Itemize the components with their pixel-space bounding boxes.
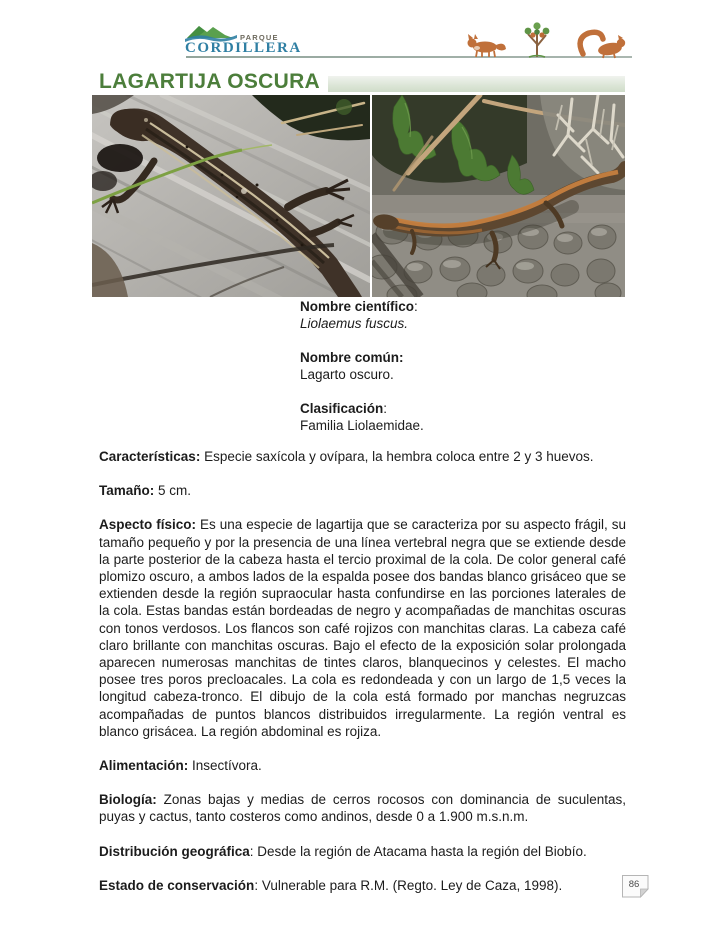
- classification-value: Familia Liolaemidae.: [300, 418, 424, 433]
- section-distribucion-geografica: Distribución geográfica: Desde la región de Atacama hasta la región del Biobío.: [99, 843, 587, 859]
- section-estado-conservacion: Estado de conservación: Vulnerable para R.M. (Regto. Ley de Caza, 1998).: [99, 877, 563, 893]
- logo-parque-text: PARQUE: [240, 33, 279, 42]
- section-alimentacion: Alimentación: Insectívora.: [99, 758, 262, 774]
- page-title: LAGARTIJA OSCURA: [99, 70, 321, 93]
- parque-cordillera-logo: [185, 20, 315, 58]
- section-caracteristicas: Características: Especie saxícola y ovípara, la hembra coloca entre 2 y 3 huevos.: [99, 449, 594, 464]
- section-biologia: Biología: Zonas bajas y medias de cerros rocosos con dominancia de suculentas, puyas y cactus, tanto costeros como andinos, desde 0 a 1.900 m.s.n.m.: [99, 792, 626, 825]
- section-aspecto-fisico: Aspecto físico: Es una especie de lagartija que se caracteriza por su aspecto frágil, su tamaño pequeño y por la presencia de una línea vertebral negra que se extiende desde la parte posterior de la cabeza hasta el tercio proximal de la cola. De color general café plomizo oscuro, a ambos lados de la espalda posee dos bandas blanco grisáceo que se extienden desde la región supraocular hasta confundirse en las porciones laterales de la cola. Estas bandas están bordeadas de negro y acompañadas de manchitas oscuras con tonos verdosos. Los flancos son café rojizos con manchitas claras. La cabeza café claro brillante con manchitas oscuras. Bajo el efecto de la exposición solar prolongada aparecen numerosas manchitas de tintes claros, blanquecinos y celestes. El macho posee tres poros precloacales. La cola es redondeada y con un largo de 1,5 veces la longitud cabeza-tronco. El dibujo de la cola está formado por manchas negruzcas acompañadas de puntos blancos distribuidos irregularmente. La región ventral es blanco grisácea. La región abdominal es rojiza.: [99, 517, 626, 739]
- description-sections: [99, 448, 626, 911]
- tree-icon: [525, 22, 550, 57]
- scientific-name-item: [300, 298, 610, 332]
- classification-label: Clasificación:: [300, 401, 388, 416]
- page-number-badge: [621, 874, 650, 899]
- lizard-photo-right: [372, 95, 625, 297]
- scientific-name-value: Liolaemus fuscus.: [300, 316, 409, 331]
- title-row: [99, 71, 625, 93]
- squirrel-icon: [580, 32, 625, 58]
- scientific-name-label: Nombre científico:: [300, 299, 418, 314]
- logo-cordillera-text: CORDILLERA: [185, 40, 302, 56]
- page-number-text: 86: [628, 879, 640, 890]
- title-accent-strip: [328, 76, 625, 92]
- classification-item: [300, 400, 610, 434]
- common-name-label: Nombre común:: [300, 350, 404, 365]
- common-name-value: Lagarto oscuro.: [300, 367, 394, 382]
- species-photos: [92, 95, 625, 297]
- species-card: [300, 298, 610, 451]
- common-name-item: [300, 349, 610, 383]
- lizard-photo-left: [92, 95, 370, 297]
- fox-icon: [468, 34, 507, 57]
- wildlife-illustrations: [465, 22, 640, 60]
- section-tamano: Tamaño: 5 cm.: [99, 483, 192, 499]
